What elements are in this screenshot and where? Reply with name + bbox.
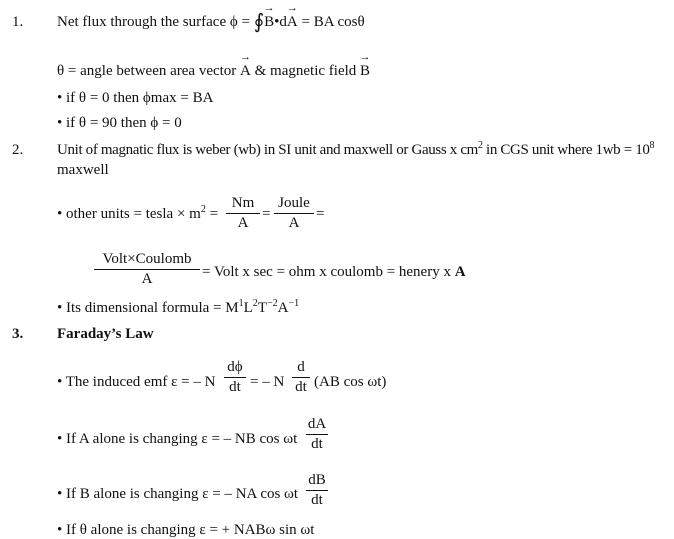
fraction-da-dt: [306, 416, 328, 453]
fraction-volt-coulomb-numerator: Volt×Coulomb: [94, 251, 200, 270]
dimensional-formula-text: • Its dimensional formula = M: [57, 300, 239, 316]
equals-1: =: [209, 206, 219, 222]
vector-b-def: → B: [360, 62, 370, 80]
dim-a: A: [277, 300, 289, 316]
differential-d: d: [279, 14, 287, 30]
vector-a: → A: [287, 13, 298, 31]
other-units-sup: 2: [200, 204, 206, 215]
fraction-d-numerator: d: [292, 359, 310, 378]
induced-emf-text: • The induced emf ε = – N: [57, 374, 216, 390]
fraction-dphi-numerator: dϕ: [224, 359, 246, 378]
fraction-da-numerator: dA: [306, 416, 328, 435]
flux-unit-sup: 2: [477, 140, 483, 151]
dim-l: L: [243, 300, 253, 316]
flux-unit-text: Unit of magnatic flux is weber (wb) in SI unit and maxwell or Gauss x cm: [57, 142, 478, 158]
dim-t: T: [257, 300, 267, 316]
fraction-joule-over-a: [274, 195, 314, 232]
fraction-nm-denominator: A: [237, 215, 249, 231]
flux-definition: [57, 13, 365, 31]
flux-result: = BA cosθ: [297, 14, 365, 30]
flux-unit-tail: in CGS unit where 1wb = 10: [482, 142, 650, 158]
fraction-nm-numerator: Nm: [226, 195, 260, 214]
fraction-da-denominator: dt: [311, 436, 323, 452]
section-title-faraday: Faraday’s Law: [57, 326, 154, 342]
item-number-2: 2.: [12, 142, 24, 158]
fraction-volt-coulomb-denominator: A: [141, 271, 153, 287]
dimensional-formula: [57, 299, 299, 317]
fraction-joule-denominator: A: [288, 215, 300, 231]
theta-definition-mid: & magnetic field: [250, 63, 361, 79]
unit-equivalents-text: = Volt x sec = ohm x coulomb = henery x: [202, 264, 455, 280]
item-number-1: 1.: [12, 14, 24, 30]
fraction-d-dt: [292, 359, 310, 396]
bullet-theta-ninety: • if θ = 90 then ϕ = 0: [57, 115, 182, 131]
theta-definition: [57, 62, 370, 80]
dim-exp-m: 1: [238, 298, 244, 309]
fraction-db-dt: [306, 472, 328, 509]
flux-definition-text: Net flux through the surface ϕ =: [57, 14, 250, 30]
equals-2: =: [262, 206, 271, 222]
fraction-joule-numerator: Joule: [274, 195, 314, 214]
bullet-theta-zero: • if θ = 0 then ϕmax = BA: [57, 90, 214, 106]
fraction-dphi-dt: [224, 359, 246, 396]
other-units-text: • other units = tesla × m: [57, 206, 201, 222]
fraction-volt-coulomb: [94, 251, 200, 288]
dot-product-symbol: •: [274, 14, 280, 30]
vector-a-def: → A: [240, 62, 251, 80]
unit-equivalents: [202, 263, 466, 281]
induced-emf-tail: (AB cos ωt): [314, 374, 387, 390]
b-alone-changing: • If B alone is changing ε = – NA cos ωt: [57, 486, 299, 502]
fraction-d-denominator: dt: [295, 379, 307, 395]
vector-b: → B: [264, 13, 274, 31]
theta-alone-changing: • If θ alone is changing ε = + NABω sin ωt: [57, 522, 315, 538]
closed-integral-symbol: ∮: [253, 11, 265, 33]
other-units: [57, 205, 218, 223]
dim-exp-l: 2: [252, 298, 258, 309]
fraction-db-denominator: dt: [311, 492, 323, 508]
fraction-dphi-denominator: dt: [229, 379, 241, 395]
fraction-db-numerator: dB: [306, 472, 328, 491]
dim-exp-a: −1: [288, 298, 300, 309]
item-number-3: 3.: [12, 326, 24, 342]
induced-emf-mid: = – N: [250, 374, 285, 390]
flux-unit-sup2: 8: [649, 140, 655, 151]
flux-unit-maxwell: maxwell: [57, 162, 109, 178]
fraction-nm-over-a: [226, 195, 260, 232]
flux-unit-line: [57, 141, 654, 159]
unit-equivalents-ampere: A: [454, 264, 466, 280]
dim-exp-t: −2: [266, 298, 278, 309]
theta-definition-text: θ = angle between area vector: [57, 63, 241, 79]
a-alone-changing: • If A alone is changing ε = – NB cos ωt: [57, 431, 298, 447]
equals-3: =: [316, 206, 325, 222]
